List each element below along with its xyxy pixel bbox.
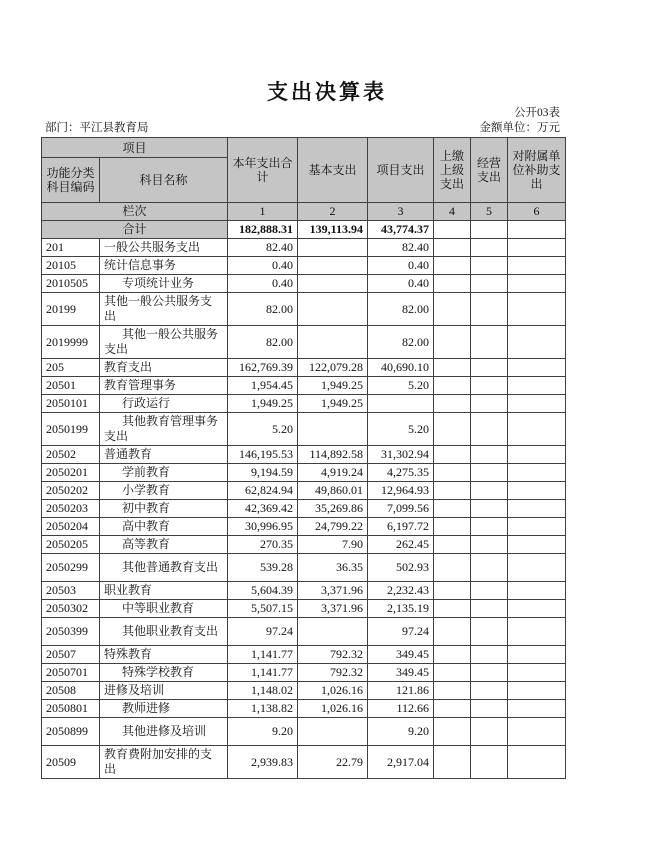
value-cell-col5 — [471, 446, 508, 464]
subject-name: 初中教育 — [100, 500, 228, 518]
value-cell-col3: 82.00 — [368, 293, 434, 326]
subject-code: 2050201 — [42, 464, 100, 482]
subject-code: 2050205 — [42, 536, 100, 554]
value-cell-col1: 30,996.95 — [228, 518, 298, 536]
value-cell-col1: 1,949.25 — [228, 395, 298, 413]
subject-name: 特殊学校教育 — [100, 664, 228, 682]
value-cell-col3: 112.66 — [368, 700, 434, 718]
subject-name: 高中教育 — [100, 518, 228, 536]
value-cell-col1: 539.28 — [228, 554, 298, 582]
value-cell-col6 — [508, 718, 566, 746]
subject-name: 高等教育 — [100, 536, 228, 554]
value-cell-col6 — [508, 700, 566, 718]
value-cell-col5 — [471, 377, 508, 395]
value-cell-col5 — [471, 700, 508, 718]
subject-code: 2010505 — [42, 275, 100, 293]
value-cell-col2: 1,949.25 — [298, 377, 368, 395]
value-cell-col5 — [471, 413, 508, 446]
table-row — [42, 395, 566, 413]
value-cell-col2: 3,371.96 — [298, 600, 368, 618]
table-row — [42, 464, 566, 482]
value-cell-col1: 82.40 — [228, 239, 298, 257]
value-cell-col1: 1,954.45 — [228, 377, 298, 395]
subject-name: 其他一般公共服务支出 — [100, 326, 228, 359]
value-cell-col5 — [471, 746, 508, 779]
value-cell-col1: 5,507.15 — [228, 600, 298, 618]
value-cell-col6 — [508, 239, 566, 257]
subject-name: 教师进修 — [100, 700, 228, 718]
value-cell-col4 — [434, 446, 471, 464]
value-cell-col5 — [471, 239, 508, 257]
table-row — [42, 257, 566, 275]
header-operating: 经营支出 — [471, 138, 508, 203]
value-cell-col2: 1,026.16 — [298, 700, 368, 718]
value-cell-col3: 502.93 — [368, 554, 434, 582]
subject-name: 行政运行 — [100, 395, 228, 413]
value-cell-col4 — [434, 359, 471, 377]
value-cell-col2 — [298, 326, 368, 359]
value-cell-col2 — [298, 718, 368, 746]
header-basic-expenditure: 基本支出 — [298, 138, 368, 203]
value-cell-col6 — [508, 554, 566, 582]
subject-name: 教育费附加安排的支出 — [100, 746, 228, 779]
subject-code: 2019999 — [42, 326, 100, 359]
value-cell-col4 — [434, 536, 471, 554]
subject-code: 20502 — [42, 446, 100, 464]
value-cell-col1: 82.00 — [228, 326, 298, 359]
subject-code: 20509 — [42, 746, 100, 779]
value-cell-col4 — [434, 718, 471, 746]
header-subsidy: 对附属单位补助支出 — [508, 138, 566, 203]
value-cell-col6 — [508, 413, 566, 446]
value-cell-col4 — [434, 746, 471, 779]
table-row — [42, 239, 566, 257]
subject-code: 2050199 — [42, 413, 100, 446]
value-cell-col3: 9.20 — [368, 718, 434, 746]
subject-name: 教育支出 — [100, 359, 228, 377]
table-row — [42, 377, 566, 395]
value-cell-col4 — [434, 326, 471, 359]
value-cell-col6 — [508, 293, 566, 326]
subject-name: 其他一般公共服务支出 — [100, 293, 228, 326]
subject-name: 特殊教育 — [100, 646, 228, 664]
value-cell-col2 — [298, 293, 368, 326]
subject-code: 20105 — [42, 257, 100, 275]
grand-total-col2: 139,113.94 — [298, 221, 368, 239]
value-cell-col4 — [434, 275, 471, 293]
subject-code: 201 — [42, 239, 100, 257]
header-year-total: 本年支出合计 — [228, 138, 298, 203]
value-cell-col4 — [434, 700, 471, 718]
column-index-4: 4 — [434, 203, 471, 221]
value-cell-col2: 792.32 — [298, 646, 368, 664]
value-cell-col1: 1,148.02 — [228, 682, 298, 700]
value-cell-col5 — [471, 293, 508, 326]
value-cell-col2 — [298, 257, 368, 275]
subject-name: 其他职业教育支出 — [100, 618, 228, 646]
value-cell-col2: 7.90 — [298, 536, 368, 554]
value-cell-col2: 3,371.96 — [298, 582, 368, 600]
value-cell-col2: 1,949.25 — [298, 395, 368, 413]
value-cell-col3: 2,135.19 — [368, 600, 434, 618]
table-row — [42, 600, 566, 618]
subject-name: 中等职业教育 — [100, 600, 228, 618]
header-function-code: 功能分类科目编码 — [42, 158, 100, 203]
value-cell-col1: 97.24 — [228, 618, 298, 646]
value-cell-col3: 82.00 — [368, 326, 434, 359]
value-cell-col3: 5.20 — [368, 413, 434, 446]
table-number: 公开03表 — [514, 107, 560, 119]
value-cell-col2: 114,892.58 — [298, 446, 368, 464]
value-cell-col2: 1,026.16 — [298, 682, 368, 700]
table-row — [42, 413, 566, 446]
subject-name: 普通教育 — [100, 446, 228, 464]
column-index-3: 3 — [368, 203, 434, 221]
value-cell-col4 — [434, 554, 471, 582]
subject-code: 2050203 — [42, 500, 100, 518]
value-cell-col4 — [434, 618, 471, 646]
value-cell-col6 — [508, 482, 566, 500]
value-cell-col6 — [508, 600, 566, 618]
value-cell-col6 — [508, 682, 566, 700]
column-index-1: 1 — [228, 203, 298, 221]
value-cell-col2 — [298, 413, 368, 446]
value-cell-col6 — [508, 464, 566, 482]
column-index-2: 2 — [298, 203, 368, 221]
value-cell-col3: 349.45 — [368, 646, 434, 664]
value-cell-col6 — [508, 257, 566, 275]
subject-code: 2050899 — [42, 718, 100, 746]
subject-name: 其他进修及培训 — [100, 718, 228, 746]
value-cell-col4 — [434, 482, 471, 500]
value-cell-col5 — [471, 395, 508, 413]
value-cell-col6 — [508, 518, 566, 536]
header-project-expenditure: 项目支出 — [368, 138, 434, 203]
grand-total-col4 — [434, 221, 471, 239]
value-cell-col3 — [368, 395, 434, 413]
value-cell-col5 — [471, 257, 508, 275]
table-row — [42, 682, 566, 700]
value-cell-col3: 6,197.72 — [368, 518, 434, 536]
value-cell-col6 — [508, 646, 566, 664]
value-cell-col2: 35,269.86 — [298, 500, 368, 518]
value-cell-col5 — [471, 682, 508, 700]
value-cell-col2 — [298, 618, 368, 646]
subject-code: 2050801 — [42, 700, 100, 718]
value-cell-col5 — [471, 536, 508, 554]
value-cell-col6 — [508, 275, 566, 293]
value-cell-col6 — [508, 500, 566, 518]
value-cell-col1: 42,369.42 — [228, 500, 298, 518]
subject-name: 统计信息事务 — [100, 257, 228, 275]
value-cell-col1: 9,194.59 — [228, 464, 298, 482]
value-cell-col3: 31,302.94 — [368, 446, 434, 464]
grand-total-col6 — [508, 221, 566, 239]
table-body — [42, 203, 566, 779]
value-cell-col6 — [508, 446, 566, 464]
meta-line — [41, 119, 568, 135]
value-cell-col5 — [471, 582, 508, 600]
grand-total-row — [42, 221, 566, 239]
value-cell-col1: 62,824.94 — [228, 482, 298, 500]
table-row — [42, 518, 566, 536]
subject-code: 2050299 — [42, 554, 100, 582]
subject-name: 小学教育 — [100, 482, 228, 500]
subject-code: 205 — [42, 359, 100, 377]
value-cell-col4 — [434, 682, 471, 700]
subject-code: 20507 — [42, 646, 100, 664]
value-cell-col3: 0.40 — [368, 257, 434, 275]
subject-code: 20501 — [42, 377, 100, 395]
value-cell-col6 — [508, 582, 566, 600]
table-row — [42, 482, 566, 500]
table-row — [42, 618, 566, 646]
value-cell-col5 — [471, 500, 508, 518]
value-cell-col5 — [471, 482, 508, 500]
value-cell-col1: 0.40 — [228, 257, 298, 275]
unit-label: 金额单位：万元 — [479, 122, 560, 134]
value-cell-col3: 121.86 — [368, 682, 434, 700]
subject-code: 20503 — [42, 582, 100, 600]
value-cell-col3: 2,232.43 — [368, 582, 434, 600]
subject-code: 2050202 — [42, 482, 100, 500]
value-cell-col1: 9.20 — [228, 718, 298, 746]
value-cell-col5 — [471, 664, 508, 682]
value-cell-col6 — [508, 536, 566, 554]
value-cell-col5 — [471, 646, 508, 664]
subject-name: 专项统计业务 — [100, 275, 228, 293]
value-cell-col3: 82.40 — [368, 239, 434, 257]
value-cell-col6 — [508, 359, 566, 377]
header-subject-name: 科目名称 — [100, 158, 228, 203]
value-cell-col3: 5.20 — [368, 377, 434, 395]
table-row — [42, 446, 566, 464]
value-cell-col3: 0.40 — [368, 275, 434, 293]
column-index-row — [42, 203, 566, 221]
subject-name: 其他普通教育支出 — [100, 554, 228, 582]
value-cell-col5 — [471, 464, 508, 482]
grand-total-col1: 182,888.31 — [228, 221, 298, 239]
table-row — [42, 582, 566, 600]
value-cell-col5 — [471, 275, 508, 293]
value-cell-col5 — [471, 718, 508, 746]
table-row — [42, 664, 566, 682]
column-index-label: 栏次 — [42, 203, 228, 221]
value-cell-col2: 36.35 — [298, 554, 368, 582]
table-row — [42, 646, 566, 664]
value-cell-col2 — [298, 275, 368, 293]
value-cell-col2: 122,079.28 — [298, 359, 368, 377]
value-cell-col1: 5,604.39 — [228, 582, 298, 600]
table-row — [42, 326, 566, 359]
subject-code: 20199 — [42, 293, 100, 326]
value-cell-col4 — [434, 239, 471, 257]
table-row — [42, 275, 566, 293]
value-cell-col6 — [508, 326, 566, 359]
value-cell-col2: 22.79 — [298, 746, 368, 779]
value-cell-col3: 262.45 — [368, 536, 434, 554]
value-cell-col2: 49,860.01 — [298, 482, 368, 500]
table-row — [42, 359, 566, 377]
page-title: 支出决算表 — [267, 80, 387, 104]
value-cell-col6 — [508, 618, 566, 646]
value-cell-col5 — [471, 326, 508, 359]
value-cell-col5 — [471, 600, 508, 618]
value-cell-col4 — [434, 664, 471, 682]
value-cell-col4 — [434, 518, 471, 536]
value-cell-col6 — [508, 664, 566, 682]
value-cell-col1: 162,769.39 — [228, 359, 298, 377]
value-cell-col4 — [434, 395, 471, 413]
subject-code: 20508 — [42, 682, 100, 700]
column-index-6: 6 — [508, 203, 566, 221]
value-cell-col1: 2,939.83 — [228, 746, 298, 779]
subject-code: 2050101 — [42, 395, 100, 413]
value-cell-col2: 24,799.22 — [298, 518, 368, 536]
value-cell-col3: 349.45 — [368, 664, 434, 682]
value-cell-col2: 4,919.24 — [298, 464, 368, 482]
value-cell-col5 — [471, 518, 508, 536]
value-cell-col1: 0.40 — [228, 275, 298, 293]
value-cell-col2 — [298, 239, 368, 257]
value-cell-col1: 5.20 — [228, 413, 298, 446]
value-cell-col4 — [434, 646, 471, 664]
value-cell-col4 — [434, 413, 471, 446]
table-row — [42, 554, 566, 582]
value-cell-col6 — [508, 395, 566, 413]
table-row — [42, 700, 566, 718]
subject-code: 2050701 — [42, 664, 100, 682]
expenditure-table — [41, 137, 566, 779]
value-cell-col4 — [434, 377, 471, 395]
value-cell-col4 — [434, 464, 471, 482]
value-cell-col1: 1,141.77 — [228, 664, 298, 682]
subject-code: 2050302 — [42, 600, 100, 618]
table-row — [42, 293, 566, 326]
subject-name: 职业教育 — [100, 582, 228, 600]
table-row — [42, 746, 566, 779]
subject-code: 2050204 — [42, 518, 100, 536]
subject-name: 学前教育 — [100, 464, 228, 482]
grand-total-label: 合计 — [42, 221, 228, 239]
value-cell-col6 — [508, 746, 566, 779]
value-cell-col4 — [434, 293, 471, 326]
table-row — [42, 500, 566, 518]
header-row-1 — [42, 138, 566, 158]
subject-name: 教育管理事务 — [100, 377, 228, 395]
value-cell-col3: 7,099.56 — [368, 500, 434, 518]
value-cell-col3: 12,964.93 — [368, 482, 434, 500]
subject-name: 一般公共服务支出 — [100, 239, 228, 257]
value-cell-col1: 1,141.77 — [228, 646, 298, 664]
grand-total-col3: 43,774.37 — [368, 221, 434, 239]
department-label: 部门：平江县教育局 — [45, 122, 149, 134]
value-cell-col3: 97.24 — [368, 618, 434, 646]
value-cell-col2: 792.32 — [298, 664, 368, 682]
column-index-5: 5 — [471, 203, 508, 221]
value-cell-col4 — [434, 600, 471, 618]
value-cell-col4 — [434, 500, 471, 518]
value-cell-col1: 146,195.53 — [228, 446, 298, 464]
value-cell-col5 — [471, 359, 508, 377]
value-cell-col6 — [508, 377, 566, 395]
value-cell-col5 — [471, 618, 508, 646]
value-cell-col3: 2,917.04 — [368, 746, 434, 779]
value-cell-col3: 4,275.35 — [368, 464, 434, 482]
table-row — [42, 536, 566, 554]
value-cell-col5 — [471, 554, 508, 582]
value-cell-col3: 40,690.10 — [368, 359, 434, 377]
value-cell-col4 — [434, 582, 471, 600]
value-cell-col4 — [434, 257, 471, 275]
value-cell-col1: 1,138.82 — [228, 700, 298, 718]
table-row — [42, 718, 566, 746]
header-project: 项目 — [42, 138, 228, 158]
value-cell-col1: 82.00 — [228, 293, 298, 326]
subject-code: 2050399 — [42, 618, 100, 646]
subject-name: 进修及培训 — [100, 682, 228, 700]
value-cell-col1: 270.35 — [228, 536, 298, 554]
header-upper-level: 上缴上级支出 — [434, 138, 471, 203]
subject-name: 其他教育管理事务支出 — [100, 413, 228, 446]
grand-total-col5 — [471, 221, 508, 239]
